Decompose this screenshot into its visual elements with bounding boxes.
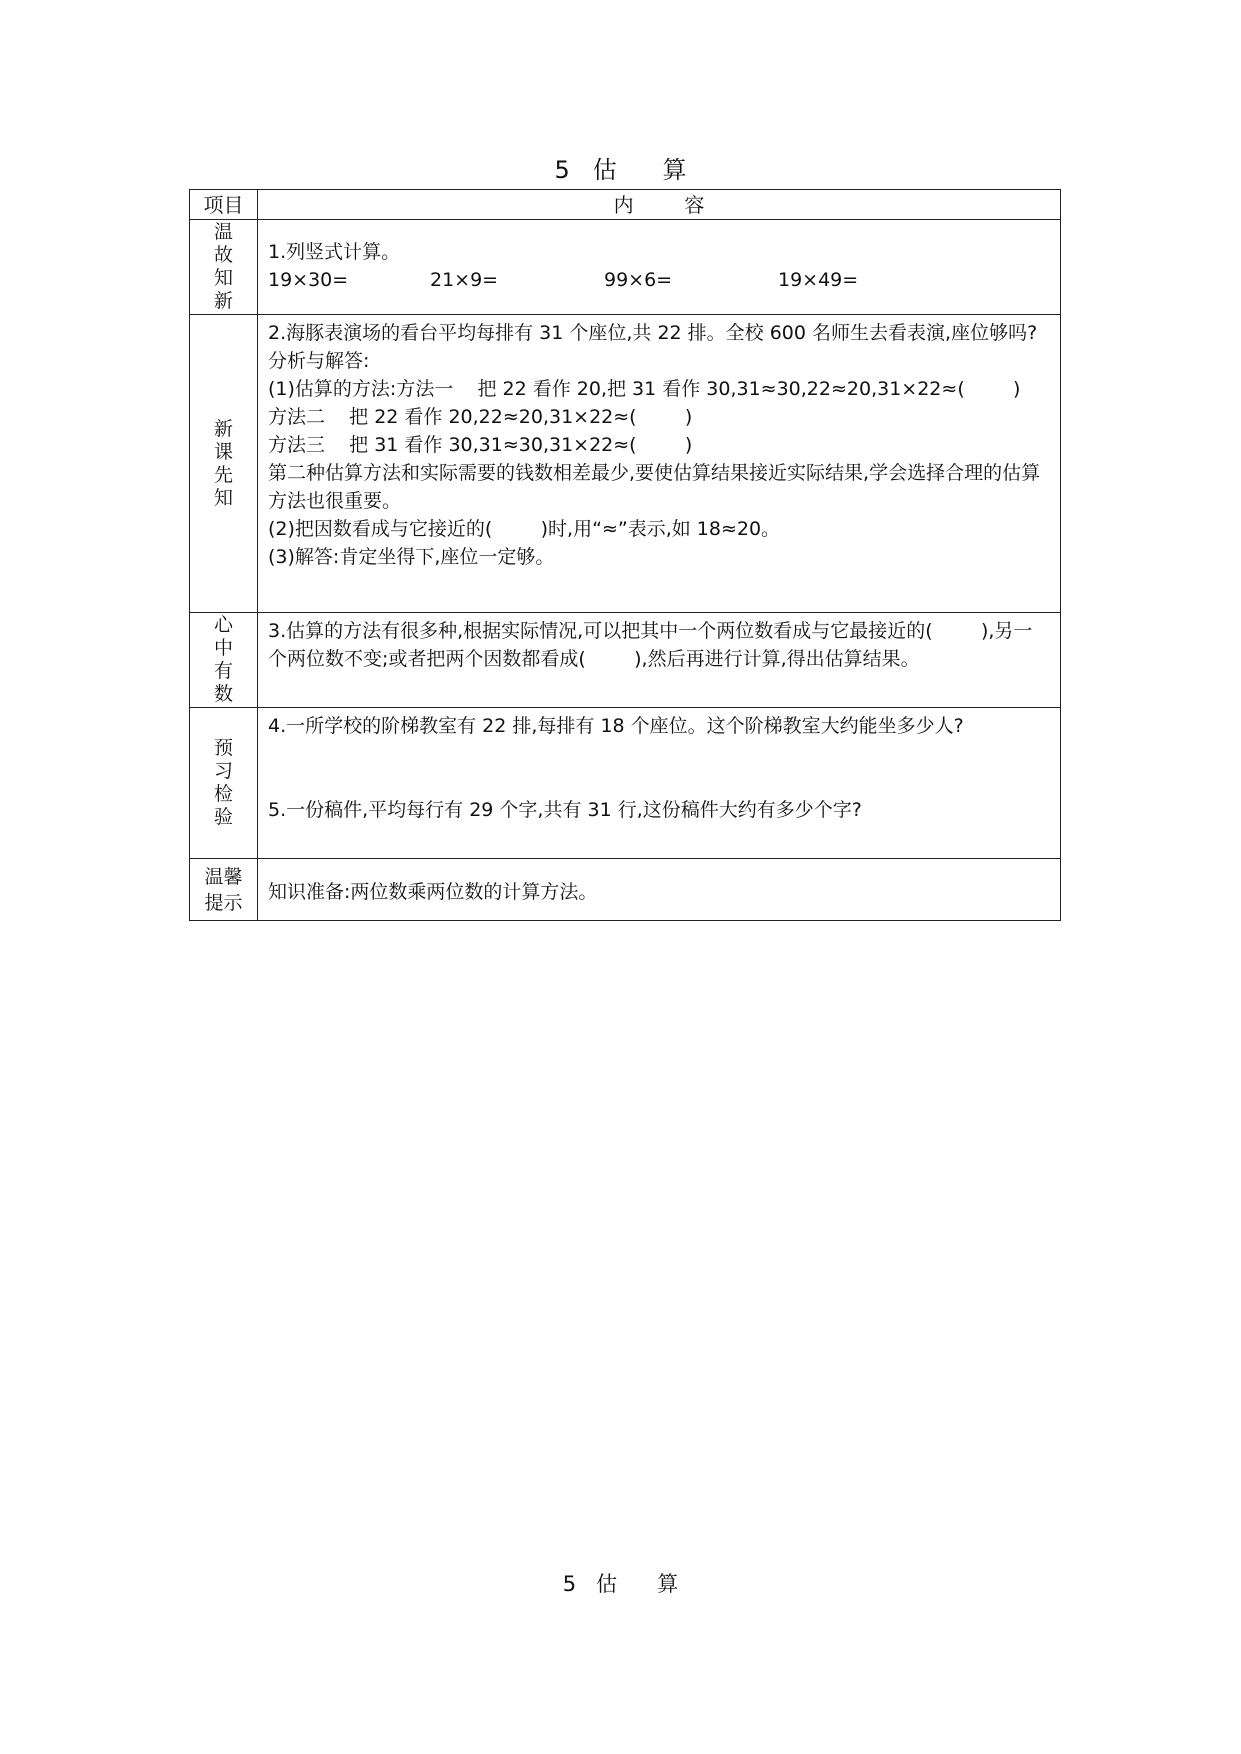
- analysis-heading: 分析与解答:: [268, 350, 370, 372]
- header-item-label: 项目: [203, 192, 244, 217]
- tip-text: 知识准备:两位数乘两位数的计算方法。: [268, 880, 598, 903]
- row-label-tip: 温馨提示: [204, 865, 243, 914]
- answer-space: [268, 740, 1050, 796]
- question-3-text: 3.估算的方法有很多种,根据实际情况,可以把其中一个两位数看成与它最接近的( ),另一个两位数不变;或者把两个因数都看成( ),然后再进行计算,得出估算结果。: [268, 620, 1033, 670]
- calc-item-1: 19×30=: [268, 269, 349, 291]
- worksheet-table: [189, 189, 1061, 921]
- header-label-cell: [190, 190, 258, 220]
- row-label-cell: [190, 613, 258, 708]
- table-row-tip: [190, 859, 1061, 921]
- answer-text: (3)解答:肯定坐得下,座位一定够。: [268, 546, 555, 568]
- question-5-text: 5.一份稿件,平均每行有 29 个字,共有 31 行,这份稿件大约有多少个字?: [268, 799, 862, 821]
- row-label-cell: [190, 859, 258, 921]
- row-label-new-lesson: 新课先知: [213, 417, 233, 509]
- method-comparison-text: 第二种估算方法和实际需要的钱数相差最少,要使估算结果接近实际结果,学会选择合理的估算方法也很重要。: [268, 462, 1041, 512]
- method-1-text: (1)估算的方法:方法一 把 22 看作 20,把 31 看作 30,31≈30,22≈20,31×22≈( ): [268, 378, 1021, 400]
- row-content-summary: [258, 613, 1061, 708]
- calc-list: [268, 266, 1050, 294]
- table-row-review: [190, 220, 1061, 315]
- method-2-text: 方法二 把 22 看作 20,22≈20,31×22≈( ): [268, 406, 693, 428]
- row-content-new-lesson: [258, 315, 1061, 613]
- question-2-text: 2.海豚表演场的看台平均每排有 31 个座位,共 22 排。全校 600 名师生去看表演,座位够吗?: [268, 322, 1038, 344]
- question-1-text: 1.列竖式计算。: [268, 241, 401, 263]
- row-label-summary: 心中有数: [213, 614, 233, 705]
- table-row-preview-check: [190, 708, 1061, 859]
- row-label-cell: [190, 220, 258, 315]
- calc-item-3: 99×6=: [604, 269, 673, 291]
- table-row-new-lesson: [190, 315, 1061, 613]
- calc-item-2: 21×9=: [430, 269, 499, 291]
- row-label-review: 温故知新: [213, 221, 233, 312]
- row-content-tip: [258, 859, 1061, 921]
- row-label-preview-check: 预习检验: [213, 737, 233, 828]
- row-label-cell: [190, 315, 258, 613]
- page-title: 5 估 算: [554, 156, 687, 184]
- method-3-text: 方法三 把 31 看作 30,31≈30,31×22≈( ): [268, 434, 693, 456]
- row-content-review: [258, 220, 1061, 315]
- page-footer: 5 估 算: [562, 1572, 679, 1596]
- table-header-row: [190, 190, 1061, 220]
- question-4-text: 4.一所学校的阶梯教室有 22 排,每排有 18 个座位。这个阶梯教室大约能坐多少人?: [268, 715, 964, 737]
- calc-item-4: 19×49=: [778, 269, 859, 291]
- header-content-label: 内 容: [613, 192, 705, 217]
- approximation-note: (2)把因数看成与它接近的( )时,用“≈”表示,如 18≈20。: [268, 518, 781, 540]
- table-row-summary: [190, 613, 1061, 708]
- header-content-cell: [258, 190, 1061, 220]
- row-label-cell: [190, 708, 258, 859]
- row-content-preview-check: [258, 708, 1061, 859]
